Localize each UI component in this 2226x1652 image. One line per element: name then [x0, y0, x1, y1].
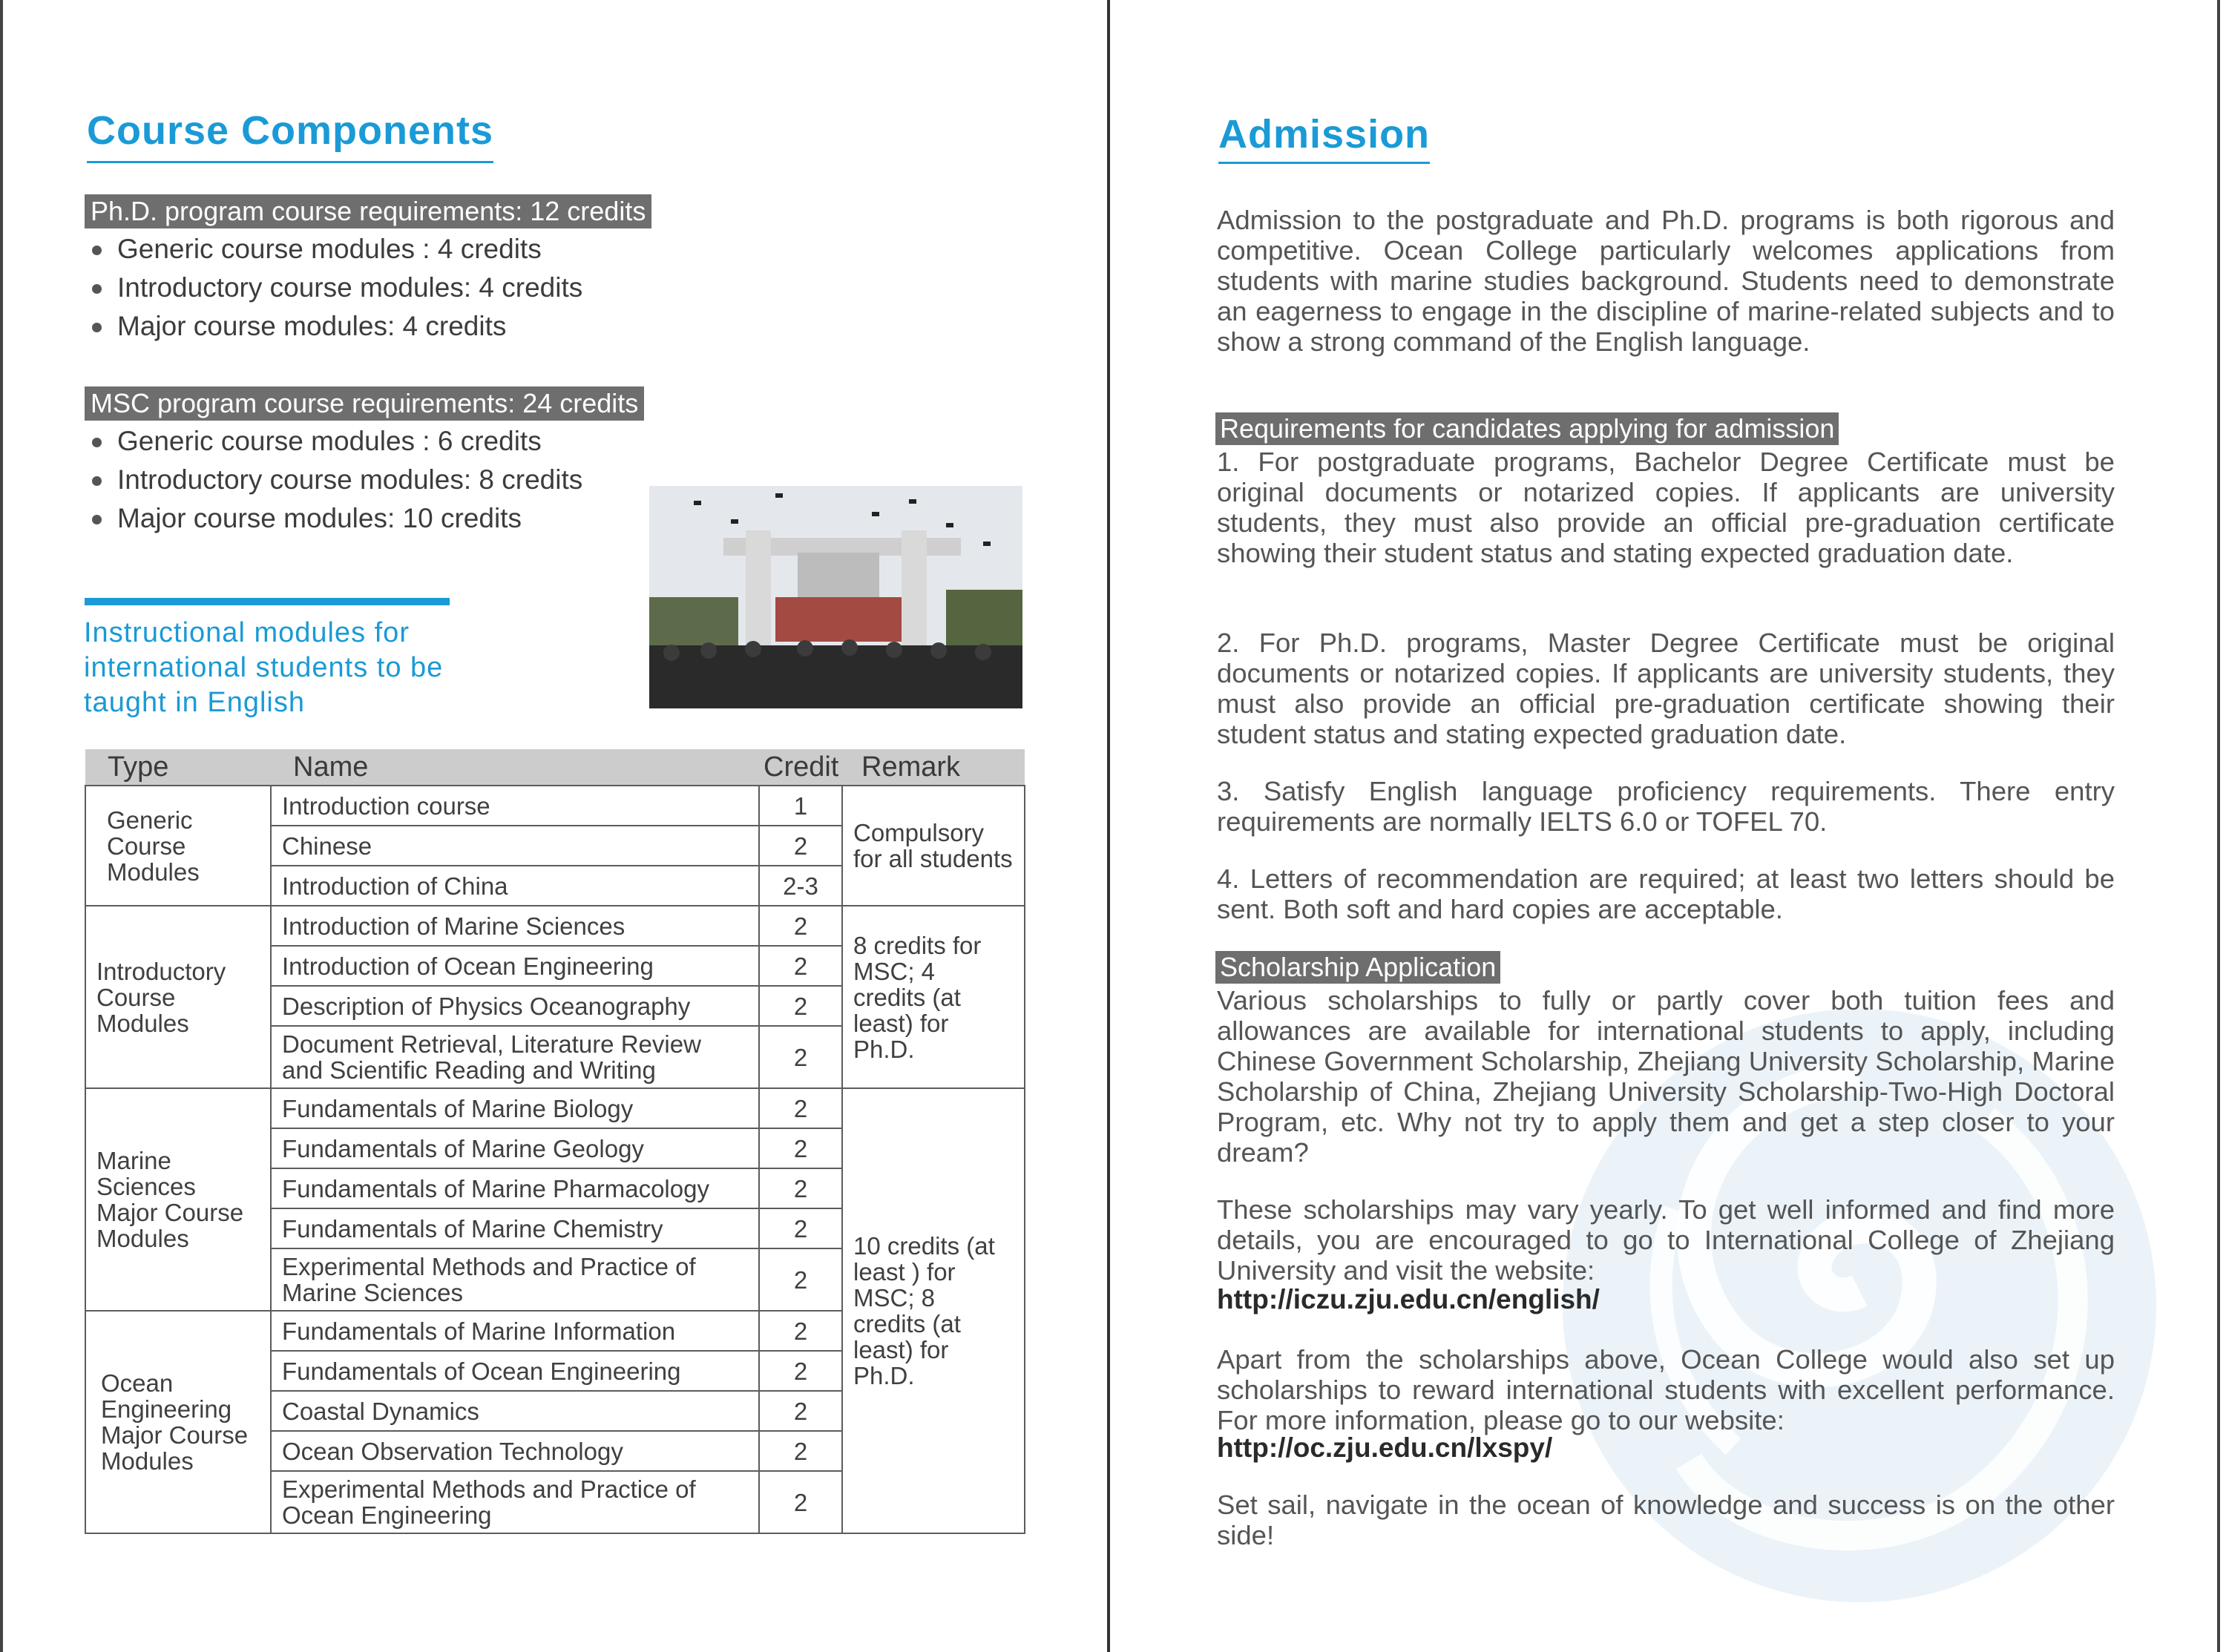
ocean-college-website-link[interactable]: http://oc.zju.edu.cn/lxspy/ — [1217, 1432, 1553, 1463]
course-name: Introduction course — [271, 786, 759, 826]
course-name: Introduction of Ocean Engineering — [271, 946, 759, 986]
course-name: Fundamentals of Marine Geology — [271, 1128, 759, 1168]
msc-requirements-heading: MSC program course requirements: 24 credits — [85, 386, 644, 421]
course-name: Fundamentals of Marine Information — [271, 1311, 759, 1351]
col-header-credit: Credit — [759, 749, 842, 786]
course-credit: 2 — [759, 946, 842, 986]
module-remark: Compulsory for all students — [842, 786, 1025, 906]
requirement-4: 4. Letters of recommendation are required; at least two letters should be sent. Both soft and hard copies are acceptable. — [1217, 863, 2115, 924]
course-credit: 2 — [759, 1471, 842, 1533]
course-name: Description of Physics Oceanography — [271, 986, 759, 1026]
course-credit: 2 — [759, 1088, 842, 1128]
col-header-name: Name — [271, 749, 759, 786]
course-name: Fundamentals of Ocean Engineering — [271, 1351, 759, 1391]
col-header-remark: Remark — [842, 749, 1025, 786]
course-name: Fundamentals of Marine Chemistry — [271, 1208, 759, 1248]
list-item: Generic course modules : 6 credits — [85, 422, 582, 461]
course-credit: 2 — [759, 1431, 842, 1471]
list-item: Major course modules: 10 credits — [85, 499, 582, 538]
module-type: Introductory Course Modules — [85, 906, 271, 1088]
scholarship-paragraph-2: These scholarships may vary yearly. To get well informed and find more details, you are encouraged to go to International College of Zhejiang University and visit the website: — [1217, 1194, 2115, 1286]
course-credit: 2 — [759, 986, 842, 1026]
course-credit: 1 — [759, 786, 842, 826]
requirement-2: 2. For Ph.D. programs, Master Degree Certificate must be original documents or notarized copies. If applicants are university students, they must also provide an official pre-graduation certificate showing their student status and stating expected graduation date. — [1217, 628, 2115, 749]
module-type: Generic Course Modules — [85, 786, 271, 906]
left-page — [0, 0, 1107, 1652]
table-row — [85, 906, 1025, 946]
phd-requirements-list — [85, 230, 582, 346]
table-row — [85, 786, 1025, 826]
list-item: Introductory course modules: 8 credits — [85, 461, 582, 499]
course-name: Fundamentals of Marine Pharmacology — [271, 1168, 759, 1208]
course-name: Document Retrieval, Literature Review and Scientific Reading and Writing — [271, 1026, 759, 1088]
list-item: Major course modules: 4 credits — [85, 307, 582, 346]
course-modules-table — [85, 749, 1025, 1534]
course-credit: 2 — [759, 1351, 842, 1391]
course-credit: 2 — [759, 1391, 842, 1431]
list-item: Introductory course modules: 4 credits — [85, 269, 582, 307]
iczu-website-link[interactable]: http://iczu.zju.edu.cn/english/ — [1217, 1284, 1600, 1314]
course-credit: 2 — [759, 906, 842, 946]
graduation-photo-image — [649, 486, 1022, 708]
module-type: Ocean Engineering Major Course Modules — [85, 1311, 271, 1533]
scholarship-heading: Scholarship Application — [1215, 951, 1500, 984]
course-name: Introduction of Marine Sciences — [271, 906, 759, 946]
course-name: Chinese — [271, 826, 759, 866]
closing-line: Set sail, navigate in the ocean of knowledge and success is on the other side! — [1217, 1490, 2115, 1550]
page-edge-right — [2217, 0, 2220, 1652]
course-credit: 2 — [759, 1128, 842, 1168]
course-name: Experimental Methods and Practice of Ocean Engineering — [271, 1471, 759, 1533]
table-row — [85, 1088, 1025, 1128]
course-name: Coastal Dynamics — [271, 1391, 759, 1431]
requirements-heading: Requirements for candidates applying for admission — [1215, 412, 1839, 445]
course-credit: 2 — [759, 1208, 842, 1248]
graduation-photo — [649, 486, 1022, 708]
module-remark: 10 credits (at least ) for MSC; 8 credits (at least) for Ph.D. — [842, 1088, 1025, 1533]
admission-title: Admission — [1218, 111, 1430, 164]
course-components-title: Course Components — [87, 108, 493, 163]
course-name: Fundamentals of Marine Biology — [271, 1088, 759, 1128]
module-type: Marine Sciences Major Course Modules — [85, 1088, 271, 1311]
course-credit: 2 — [759, 1168, 842, 1208]
right-page — [1110, 0, 2217, 1652]
admission-intro: Admission to the postgraduate and Ph.D. programs is both rigorous and competitive. Ocean College particularly welcomes applications from students with marine studies background. Students need to demonstrate an eagerness to engage in the discipline of marine-related subjects and to show a strong command of the English language. — [1217, 205, 2115, 357]
scholarship-paragraph-1: Various scholarships to fully or partly cover both tuition fees and allowances are available for international students to apply, including Chinese Government Scholarship, Zhejiang University Scholarship, Marine Scholarship of China, Zhejiang University Scholarship-Two-High Doctoral Program, etc. Why not try to apply them and get a step closer to your dream? — [1217, 985, 2115, 1168]
phd-requirements-heading: Ph.D. program course requirements: 12 credits — [85, 194, 651, 228]
course-credit: 2 — [759, 1248, 842, 1311]
course-credit: 2 — [759, 1026, 842, 1088]
msc-requirements-list — [85, 422, 582, 538]
course-credit: 2 — [759, 1311, 842, 1351]
course-name: Experimental Methods and Practice of Marine Sciences — [271, 1248, 759, 1311]
course-name: Ocean Observation Technology — [271, 1431, 759, 1471]
section-rule — [85, 598, 450, 605]
requirement-1: 1. For postgraduate programs, Bachelor Degree Certificate must be original documents or notarized copies. If applicants are university students, they must also provide an official pre-graduation certificate showing their student status and stating expected graduation date. — [1217, 447, 2115, 568]
list-item: Generic course modules : 4 credits — [85, 230, 582, 269]
scholarship-paragraph-3: Apart from the scholarships above, Ocean College would also set up scholarships to reward international students with excellent performance. For more information, please go to our website: — [1217, 1344, 2115, 1435]
course-credit: 2-3 — [759, 866, 842, 906]
instructional-modules-subtitle: Instructional modules for international students to be taught in English — [84, 617, 444, 718]
course-name: Introduction of China — [271, 866, 759, 906]
course-credit: 2 — [759, 826, 842, 866]
requirement-3: 3. Satisfy English language proficiency requirements. There entry requirements are normally IELTS 6.0 or TOFEL 70. — [1217, 776, 2115, 837]
col-header-type: Type — [85, 749, 271, 786]
module-remark: 8 credits for MSC; 4 credits (at least) for Ph.D. — [842, 906, 1025, 1088]
